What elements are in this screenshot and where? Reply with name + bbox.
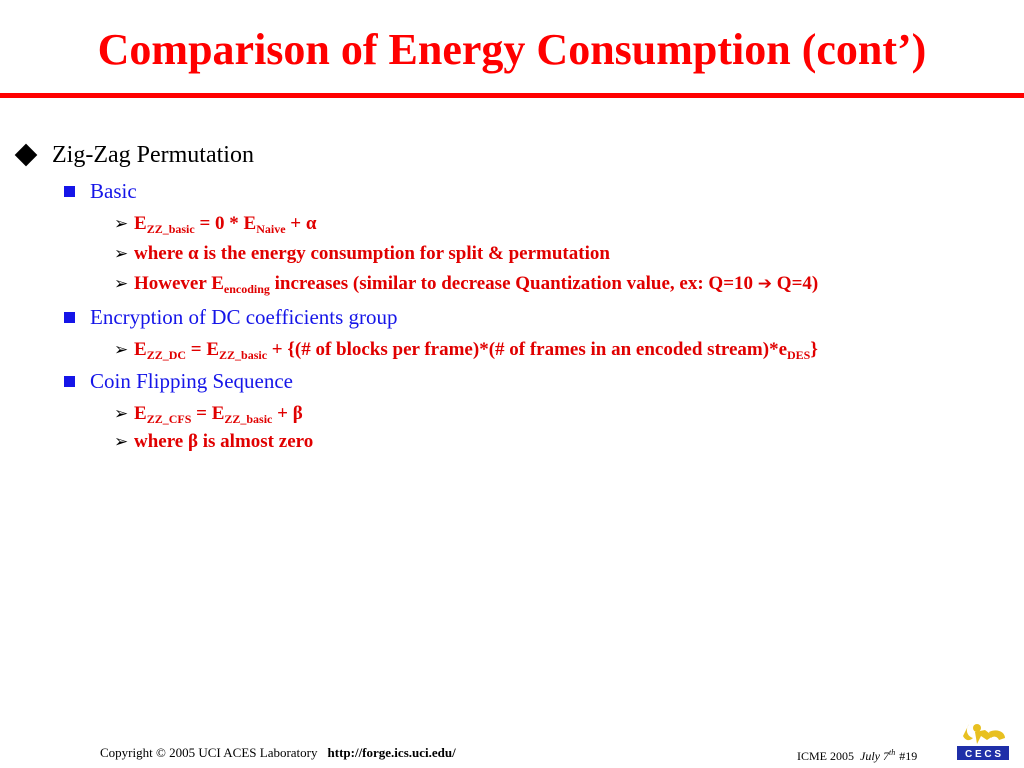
arrow-bullet-icon: ➢ (114, 432, 129, 451)
arrow-bullet-icon: ➢ (114, 244, 129, 263)
right-arrow-icon: ➔ (757, 274, 773, 294)
arrow-bullet-icon: ➢ (114, 274, 129, 293)
bullet-text: Zig-Zag Permutation (52, 142, 254, 168)
bullet-text: Coin Flipping Sequence (90, 369, 293, 393)
bullet-coin-flipping (64, 366, 293, 396)
logo-text: C E C S (964, 749, 1002, 760)
bullet-zigzag-permutation (14, 138, 254, 172)
slide-number: #19 (899, 749, 918, 763)
formula-zz-basic: ➢ $E_{ZZ\_basic} = 0 * E_{Naive} + \alpha$ (114, 210, 316, 238)
bullet-basic (64, 176, 137, 206)
formula-zz-dc: ➢ $E_{ZZ\_DC} = E_{ZZ\_basic}$ + {(# of blocks per frame)*(# of frames in an encoded $stream)*e_{DES}$} (114, 336, 818, 364)
square-bullet-icon (64, 312, 75, 323)
conference-name: ICME 2005 (797, 749, 854, 763)
square-bullet-icon (64, 186, 75, 197)
cecs-logo (955, 722, 1011, 762)
alpha-definition: ➢ where α is the energy consumption for split & permutation (114, 240, 610, 268)
arrow-bullet-icon: ➢ (114, 214, 129, 233)
lab-url-link[interactable]: http://forge.ics.uci.edu/ (327, 745, 456, 760)
title-divider (0, 93, 1024, 98)
bullet-dc-encryption (64, 302, 398, 332)
diamond-bullet-icon (15, 144, 38, 167)
bullet-text: Basic (90, 179, 137, 203)
conference-date: July 7th (860, 748, 896, 763)
arrow-bullet-icon: ➢ (114, 404, 129, 423)
copyright-text: Copyright © 2005 UCI ACES Laboratory (100, 745, 318, 760)
square-bullet-icon (64, 376, 75, 387)
slide-title: Comparison of Energy Consumption (cont’) (97, 25, 927, 74)
beta-definition: ➢ where β is almost zero (114, 428, 313, 456)
formula-zz-cfs: ➢ $E_{ZZ\_CFS} = E_{ZZ\_basic} + \beta$ (114, 400, 303, 428)
footer-copyright (100, 745, 456, 761)
footer-slide-info (797, 748, 917, 764)
arrow-bullet-icon: ➢ (114, 340, 129, 359)
bullet-text: Encryption of DC coefficients group (90, 305, 398, 329)
encoding-note: ➢ However $E_{encoding}$ increases (similar to decrease Quantization value, ex: Q=10 ➔ Q=4) (114, 270, 818, 298)
